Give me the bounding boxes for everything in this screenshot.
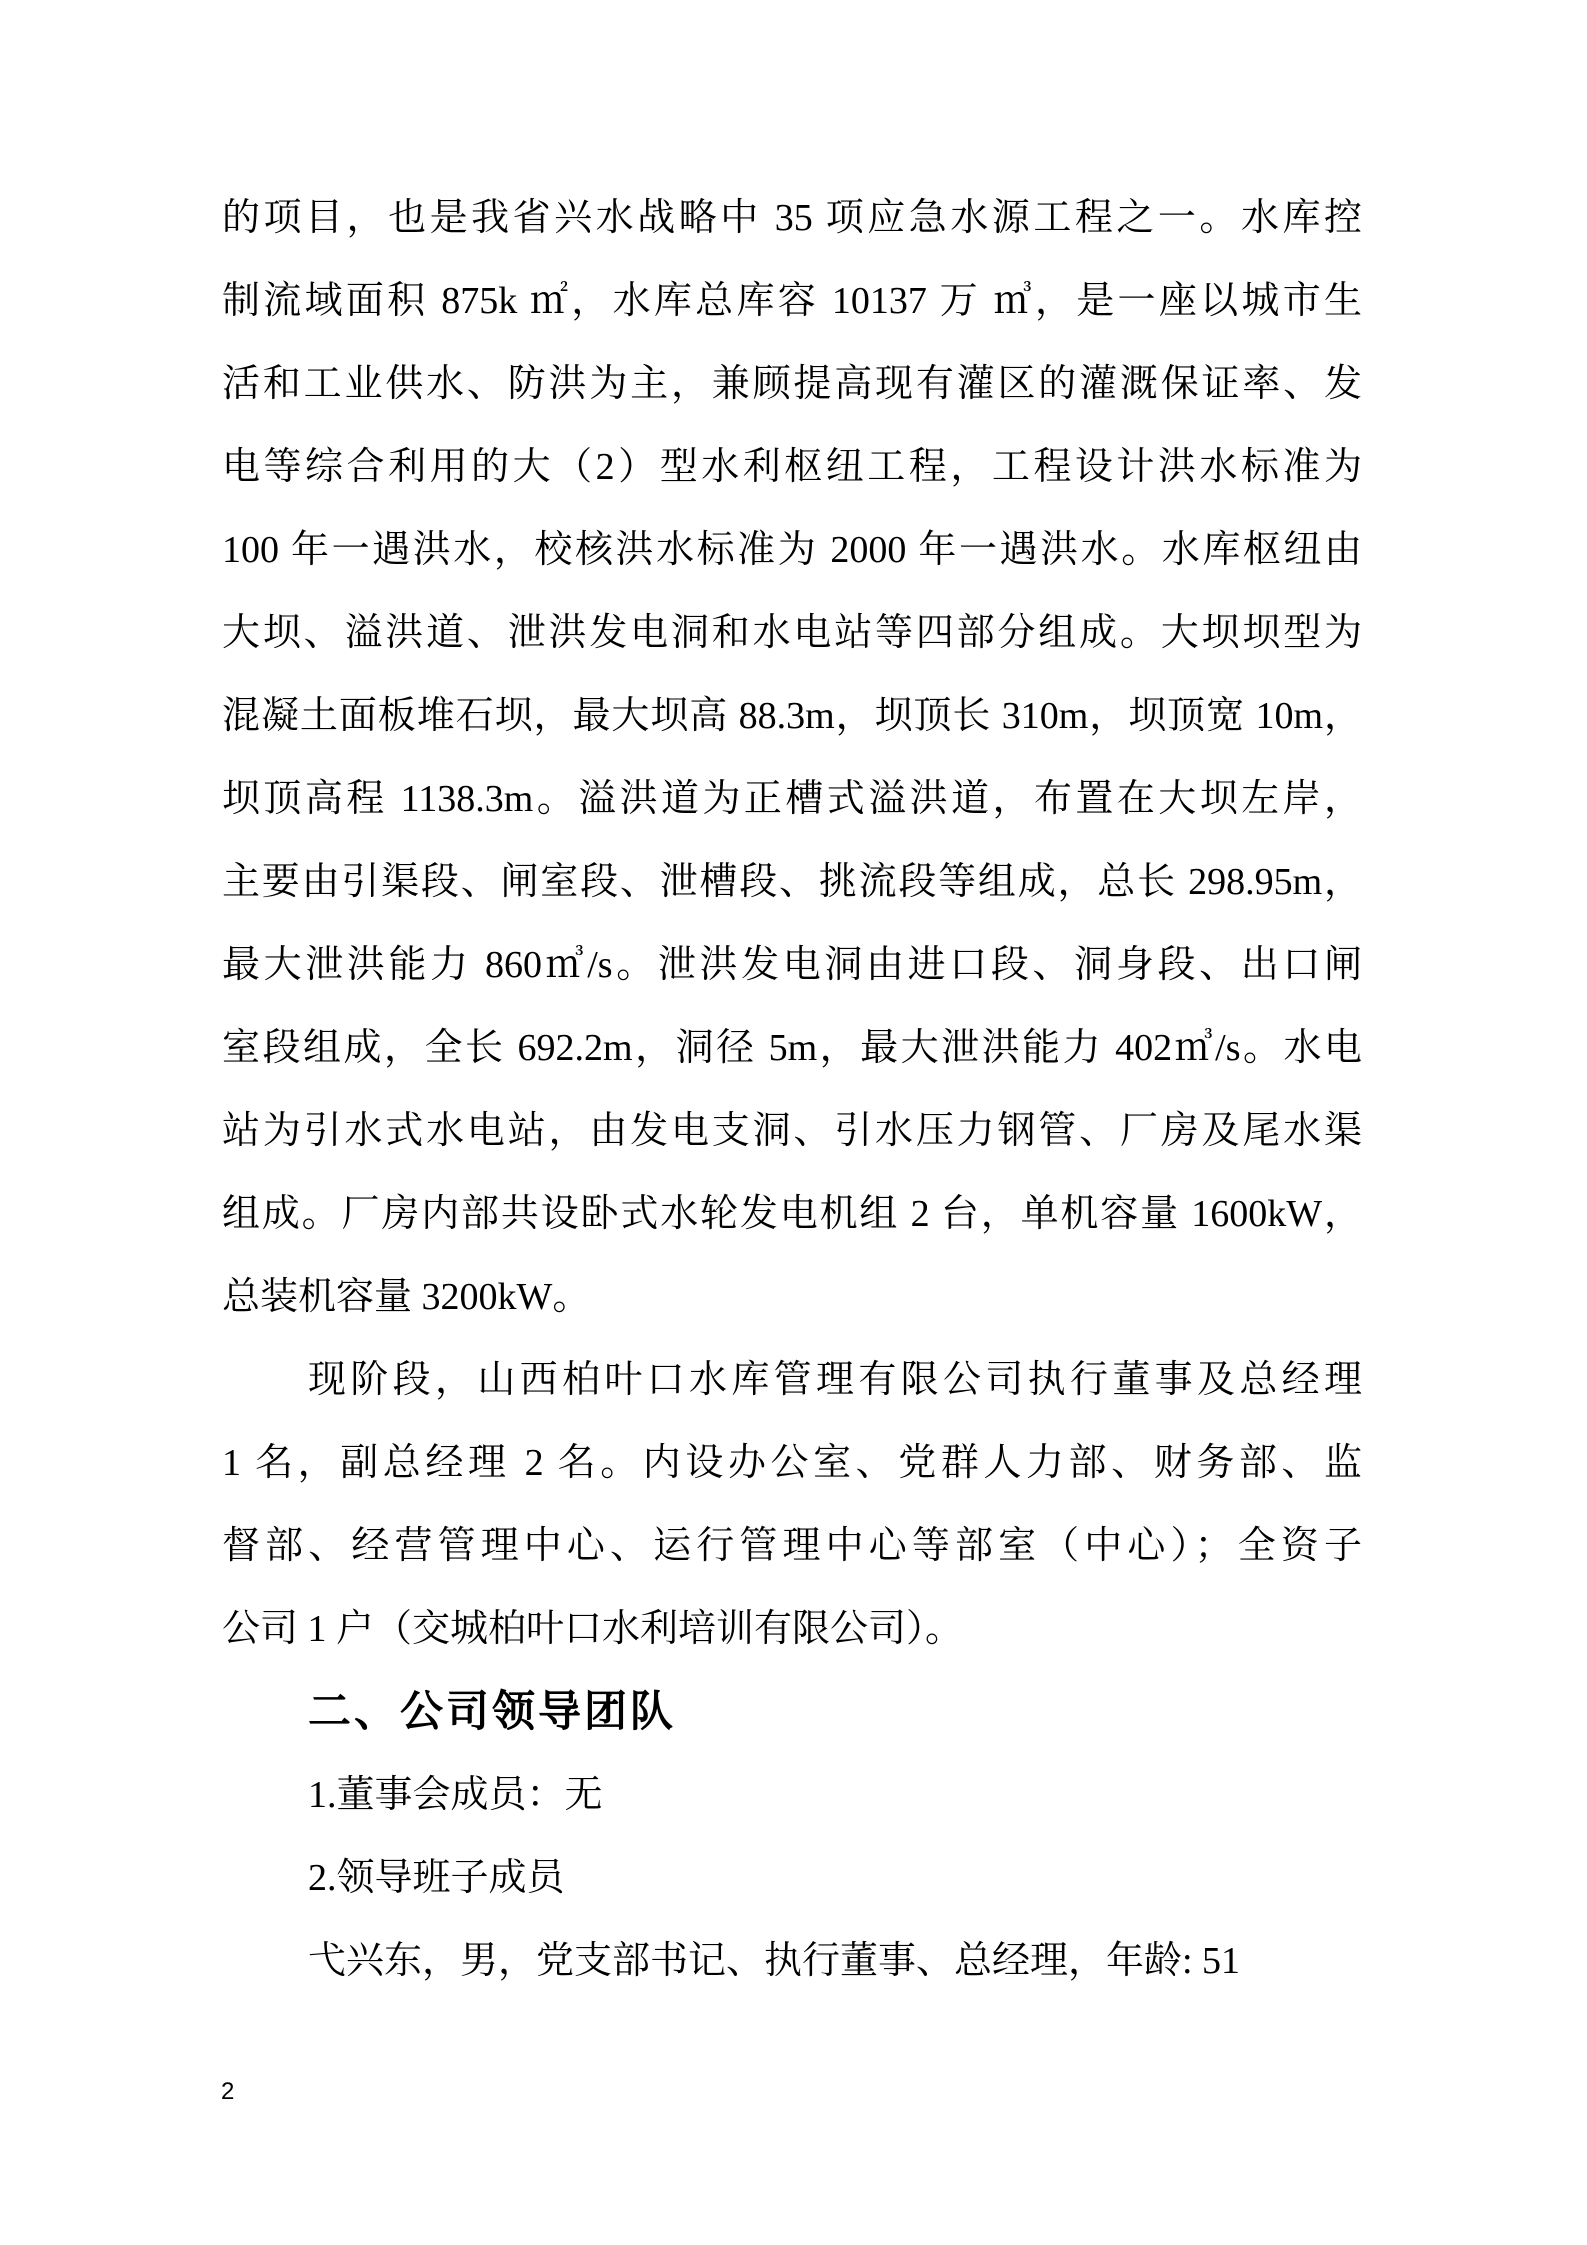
text-line: 总装机容量 3200kW。 xyxy=(222,1276,591,1318)
text-line: 主要由引渠段、闸室段、泄槽段、挑流段等组成，总长 298.95m， xyxy=(222,861,1362,903)
text-line: 督部、经营管理中心、运行管理中心等部室（中心）；全资子 xyxy=(222,1525,1362,1567)
text-line: 大坝、溢洪道、泄洪发电洞和水电站等四部分组成。大坝坝型为 xyxy=(222,612,1362,654)
section-heading: 二、公司领导团队 xyxy=(308,1688,676,1736)
text-line: 1 名，副总经理 2 名。内设办公室、党群人力部、财务部、监 xyxy=(222,1442,1362,1484)
page-content xyxy=(222,177,1362,2003)
text-line: 公司 1 户（交城柏叶口水利培训有限公司）。 xyxy=(222,1608,964,1650)
text-line: 电等综合利用的大（2）型水利枢纽工程，工程设计洪水标准为 xyxy=(222,446,1362,488)
text-line: 100 年一遇洪水，校核洪水标准为 2000 年一遇洪水。水库枢纽由 xyxy=(222,529,1362,571)
text-line: 弋兴东，男，党支部书记、执行董事、总经理，年龄: 51 xyxy=(308,1940,1241,1982)
text-line: 混凝土面板堆石坝，最大坝高 88.3m，坝顶长 310m，坝顶宽 10m， xyxy=(222,695,1362,737)
page-number: 2 xyxy=(221,2078,235,2105)
text-line: 1.董事会成员：无 xyxy=(308,1774,603,1816)
text-line: 组成。厂房内部共设卧式水轮发电机组 2 台，单机容量 1600kW， xyxy=(222,1193,1362,1235)
text-line: 坝顶高程 1138.3m。溢洪道为正槽式溢洪道，布置在大坝左岸， xyxy=(222,778,1362,820)
text-line: 制流域面积 875k ㎡，水库总库容 10137 万 ㎥，是一座以城市生 xyxy=(222,280,1362,322)
text-line: 室段组成，全长 692.2m，洞径 5m，最大泄洪能力 402㎥/s。水电 xyxy=(222,1027,1362,1069)
text-line: 最大泄洪能力 860㎥/s。泄洪发电洞由进口段、洞身段、出口闸 xyxy=(222,944,1362,986)
text-line: 2.领导班子成员 xyxy=(308,1857,565,1899)
text-line: 的项目，也是我省兴水战略中 35 项应急水源工程之一。水库控 xyxy=(222,197,1362,239)
text-line: 活和工业供水、防洪为主，兼顾提高现有灌区的灌溉保证率、发 xyxy=(222,363,1362,405)
text-line: 现阶段，山西柏叶口水库管理有限公司执行董事及总经理 xyxy=(308,1359,1362,1401)
text-line: 站为引水式水电站，由发电支洞、引水压力钢管、厂房及尾水渠 xyxy=(222,1110,1362,1152)
